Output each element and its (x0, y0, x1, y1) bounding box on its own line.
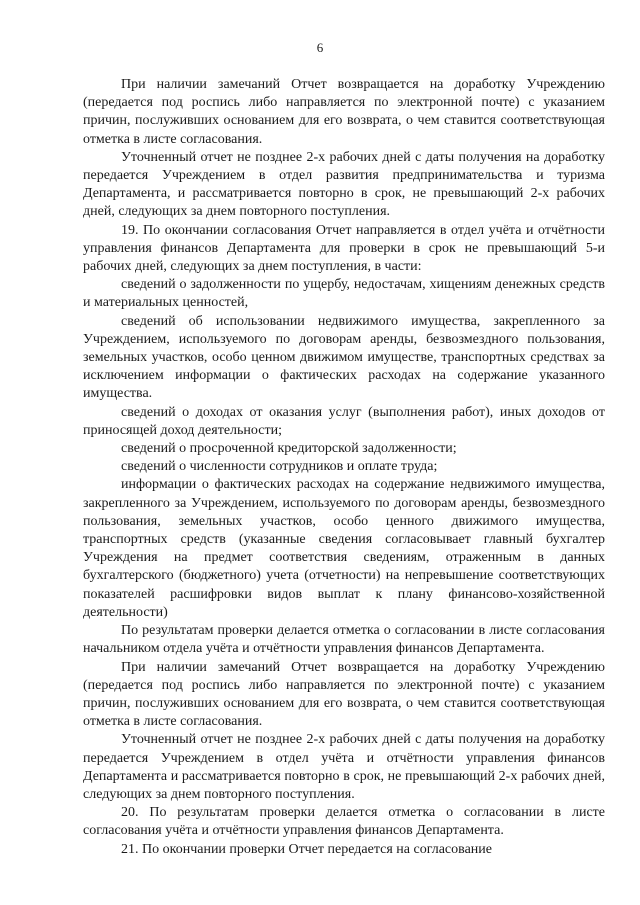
paragraph-expenses-info: информации о фактических расходах на содержание недвижимого имущества, закрепленного за Учреждением, используемого по договорам аренды, безвозмездного пользования, земельных участков, особо ценного движимого имущества, транспортных средств (указанные сведения согласовывает главный бухгалтер Учреждения на предмет соответствия сведениям, отраженным в данных бухгалтерского (бюджетного) учета (отчетности) на непревышение соответствующих показателей расшифровки видов выплат к плану финансово-хозяйственной деятельности) (83, 477, 605, 620)
paragraph-item-20: 20. По результатам проверки делается отметка о согласовании в листе согласования учёта и отчётности управления финансов Департамента. (83, 805, 605, 839)
paragraph-income-info: сведений о доходах от оказания услуг (выполнения работ), иных доходов от приносящей доход деятельности; (83, 404, 605, 438)
paragraph-remarks-return-1: При наличии замечаний Отчет возвращается на доработку Учреждению (передается под роспись либо направляется по электронной почте) с указанием причин, послуживших основанием для его возврата, о чем ставится соответствующая отметка в листе согласования. (83, 77, 605, 147)
paragraph-property-use: сведений об использовании недвижимого имущества, закрепленного за Учреждением, используемого по договорам аренды, безвозмездного пользования, земельных участков, особо ценном движимом имуществе, транспортных средствах за исключением информации о фактических расходах на содержание указанного имущества. (83, 313, 605, 402)
paragraph-item-21: 21. По окончании проверки Отчет передается на согласование (121, 841, 492, 857)
paragraph-overdue-debt: сведений о просроченной кредиторской задолженности; (121, 441, 457, 457)
document-body (83, 76, 605, 859)
paragraph-item-19: 19. По окончании согласования Отчет направляется в отдел учёта и отчётности управления финансов Департамента для проверки в срок не превышающий 5-и рабочих дней, следующих за днем поступления, в части: (83, 222, 605, 275)
paragraph-debt-info: сведений о задолженности по ущербу, недостачам, хищениям денежных средств и материальных ценностей, (83, 277, 605, 311)
paragraph-remarks-return-2: При наличии замечаний Отчет возвращается на доработку Учреждению (передается под роспись либо направляется по электронной почте) с указанием причин, послуживших основанием для его возврата, о чем ставится соответствующая отметка в листе согласования. (83, 659, 605, 730)
page-number: 6 (316, 40, 324, 55)
paragraph-approval-mark: По результатам проверки делается отметка о согласовании в листе согласования начальником отдела учёта и отчётности управления финансов Департамента. (83, 623, 605, 657)
paragraph-revised-report-1: Уточненный отчет не позднее 2-х рабочих дней с даты получения на доработку передается Учреждением в отдел развития предпринимательства и туризма Департамента, и рассматривается повторно в срок, не превышающий 2-х рабочих дней, следующих за днем повторного поступления. (83, 149, 605, 220)
paragraph-revised-report-2: Уточненный отчет не позднее 2-х рабочих дней с даты получения на доработку передается Учреждением в отдел учёта и отчётности управления финансов Департамента и рассматривается повторно в срок, не превышающий 2-х рабочих дней, следующих за днем повторного поступления. (83, 732, 605, 802)
paragraph-staff-info: сведений о численности сотрудников и оплате труда; (121, 459, 438, 475)
